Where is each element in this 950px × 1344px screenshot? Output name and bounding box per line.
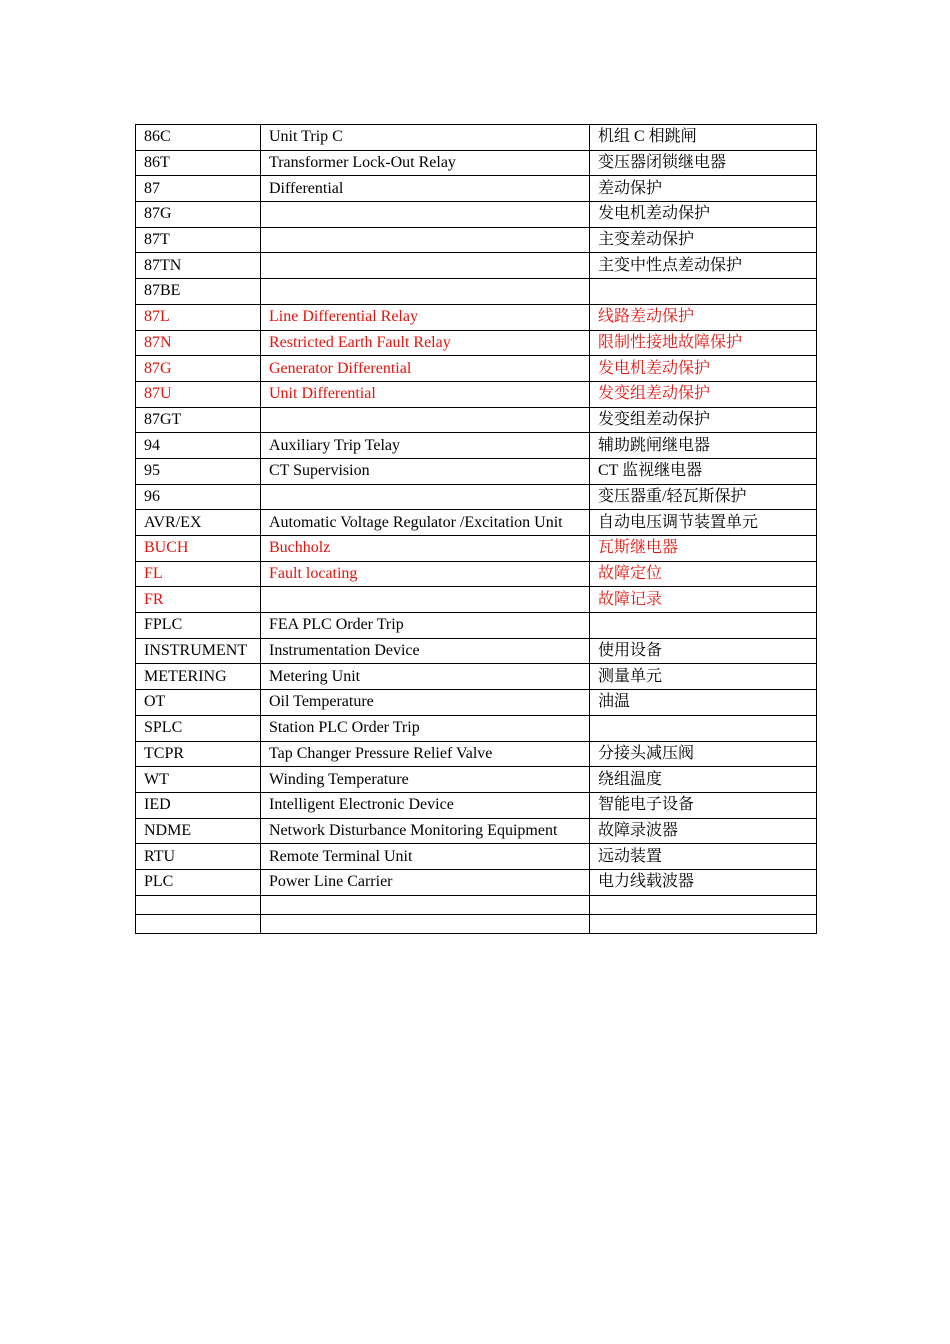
abbreviation-table xyxy=(135,124,817,934)
table-row xyxy=(136,125,817,151)
english-term-cell: CT Supervision xyxy=(261,458,590,484)
code-cell: 94 xyxy=(136,433,261,459)
english-term-cell xyxy=(261,914,590,933)
chinese-term-cell: 主变差动保护 xyxy=(590,227,817,253)
code-cell: 87T xyxy=(136,227,261,253)
code-cell: FL xyxy=(136,561,261,587)
english-term-cell: Instrumentation Device xyxy=(261,638,590,664)
chinese-term-cell: 机组 C 相跳闸 xyxy=(590,125,817,151)
english-term-cell: Station PLC Order Trip xyxy=(261,715,590,741)
table-row xyxy=(136,792,817,818)
chinese-term-cell: 电力线载波器 xyxy=(590,869,817,895)
code-cell: 86C xyxy=(136,125,261,151)
code-cell: 86T xyxy=(136,150,261,176)
table-row xyxy=(136,176,817,202)
table-row xyxy=(136,356,817,382)
english-term-cell: Restricted Earth Fault Relay xyxy=(261,330,590,356)
code-cell: WT xyxy=(136,767,261,793)
english-term-cell: Line Differential Relay xyxy=(261,304,590,330)
table-row xyxy=(136,561,817,587)
code-cell: 87N xyxy=(136,330,261,356)
chinese-term-cell: 发电机差动保护 xyxy=(590,202,817,228)
english-term-cell xyxy=(261,202,590,228)
code-cell: METERING xyxy=(136,664,261,690)
english-term-cell xyxy=(261,407,590,433)
code-cell: AVR/EX xyxy=(136,510,261,536)
chinese-term-cell xyxy=(590,279,817,305)
english-term-cell: Buchholz xyxy=(261,536,590,562)
table-row xyxy=(136,690,817,716)
table-row xyxy=(136,664,817,690)
code-cell: 87G xyxy=(136,356,261,382)
table-row xyxy=(136,844,817,870)
code-cell: 87U xyxy=(136,381,261,407)
chinese-term-cell: 变压器重/轻瓦斯保护 xyxy=(590,484,817,510)
table-row xyxy=(136,330,817,356)
english-term-cell: Transformer Lock-Out Relay xyxy=(261,150,590,176)
chinese-term-cell: 故障录波器 xyxy=(590,818,817,844)
code-cell: SPLC xyxy=(136,715,261,741)
english-term-cell: Automatic Voltage Regulator /Excitation Unit xyxy=(261,510,590,536)
table-row xyxy=(136,715,817,741)
code-cell: INSTRUMENT xyxy=(136,638,261,664)
code-cell: 87BE xyxy=(136,279,261,305)
table-row xyxy=(136,279,817,305)
english-term-cell: FEA PLC Order Trip xyxy=(261,613,590,639)
table-row xyxy=(136,484,817,510)
chinese-term-cell: 分接头减压阀 xyxy=(590,741,817,767)
code-cell: 87 xyxy=(136,176,261,202)
table-row xyxy=(136,587,817,613)
english-term-cell xyxy=(261,227,590,253)
code-cell: PLC xyxy=(136,869,261,895)
english-term-cell xyxy=(261,279,590,305)
english-term-cell xyxy=(261,484,590,510)
english-term-cell: Generator Differential xyxy=(261,356,590,382)
english-term-cell: Unit Differential xyxy=(261,381,590,407)
english-term-cell: Oil Temperature xyxy=(261,690,590,716)
table-row xyxy=(136,536,817,562)
chinese-term-cell: 主变中性点差动保护 xyxy=(590,253,817,279)
code-cell: NDME xyxy=(136,818,261,844)
code-cell: OT xyxy=(136,690,261,716)
table-row xyxy=(136,150,817,176)
chinese-term-cell: 线路差动保护 xyxy=(590,304,817,330)
code-cell xyxy=(136,914,261,933)
english-term-cell: Fault locating xyxy=(261,561,590,587)
chinese-term-cell: 绕组温度 xyxy=(590,767,817,793)
chinese-term-cell xyxy=(590,914,817,933)
chinese-term-cell: 变压器闭锁继电器 xyxy=(590,150,817,176)
chinese-term-cell xyxy=(590,715,817,741)
table-row xyxy=(136,253,817,279)
table-row xyxy=(136,741,817,767)
table-row xyxy=(136,381,817,407)
code-cell: FPLC xyxy=(136,613,261,639)
chinese-term-cell: 发变组差动保护 xyxy=(590,381,817,407)
english-term-cell: Unit Trip C xyxy=(261,125,590,151)
english-term-cell xyxy=(261,895,590,914)
table-row xyxy=(136,638,817,664)
chinese-term-cell: 限制性接地故障保护 xyxy=(590,330,817,356)
english-term-cell: Remote Terminal Unit xyxy=(261,844,590,870)
chinese-term-cell: 故障记录 xyxy=(590,587,817,613)
chinese-term-cell xyxy=(590,613,817,639)
code-cell: 87GT xyxy=(136,407,261,433)
code-cell: BUCH xyxy=(136,536,261,562)
english-term-cell: Tap Changer Pressure Relief Valve xyxy=(261,741,590,767)
code-cell: FR xyxy=(136,587,261,613)
chinese-term-cell: 智能电子设备 xyxy=(590,792,817,818)
english-term-cell: Winding Temperature xyxy=(261,767,590,793)
english-term-cell: Intelligent Electronic Device xyxy=(261,792,590,818)
chinese-term-cell: 使用设备 xyxy=(590,638,817,664)
chinese-term-cell: CT 监视继电器 xyxy=(590,458,817,484)
table-row xyxy=(136,895,817,914)
chinese-term-cell: 发电机差动保护 xyxy=(590,356,817,382)
code-cell: RTU xyxy=(136,844,261,870)
table-row xyxy=(136,914,817,933)
chinese-term-cell xyxy=(590,895,817,914)
english-term-cell: Metering Unit xyxy=(261,664,590,690)
chinese-term-cell: 辅助跳闸继电器 xyxy=(590,433,817,459)
chinese-term-cell: 差动保护 xyxy=(590,176,817,202)
table-row xyxy=(136,510,817,536)
chinese-term-cell: 瓦斯继电器 xyxy=(590,536,817,562)
code-cell: TCPR xyxy=(136,741,261,767)
english-term-cell xyxy=(261,253,590,279)
code-cell: IED xyxy=(136,792,261,818)
english-term-cell: Auxiliary Trip Telay xyxy=(261,433,590,459)
table-row xyxy=(136,407,817,433)
chinese-term-cell: 测量单元 xyxy=(590,664,817,690)
code-cell: 95 xyxy=(136,458,261,484)
code-cell: 87G xyxy=(136,202,261,228)
chinese-term-cell: 自动电压调节装置单元 xyxy=(590,510,817,536)
english-term-cell: Network Disturbance Monitoring Equipment xyxy=(261,818,590,844)
english-term-cell: Differential xyxy=(261,176,590,202)
abbreviation-table-body xyxy=(136,125,817,934)
table-row xyxy=(136,458,817,484)
english-term-cell: Power Line Carrier xyxy=(261,869,590,895)
chinese-term-cell: 故障定位 xyxy=(590,561,817,587)
code-cell: 87L xyxy=(136,304,261,330)
english-term-cell xyxy=(261,587,590,613)
table-row xyxy=(136,767,817,793)
chinese-term-cell: 发变组差动保护 xyxy=(590,407,817,433)
code-cell: 87TN xyxy=(136,253,261,279)
table-row xyxy=(136,304,817,330)
code-cell xyxy=(136,895,261,914)
table-row xyxy=(136,613,817,639)
chinese-term-cell: 油温 xyxy=(590,690,817,716)
table-row xyxy=(136,818,817,844)
table-row xyxy=(136,227,817,253)
table-row xyxy=(136,202,817,228)
chinese-term-cell: 远动装置 xyxy=(590,844,817,870)
code-cell: 96 xyxy=(136,484,261,510)
table-row xyxy=(136,869,817,895)
table-row xyxy=(136,433,817,459)
